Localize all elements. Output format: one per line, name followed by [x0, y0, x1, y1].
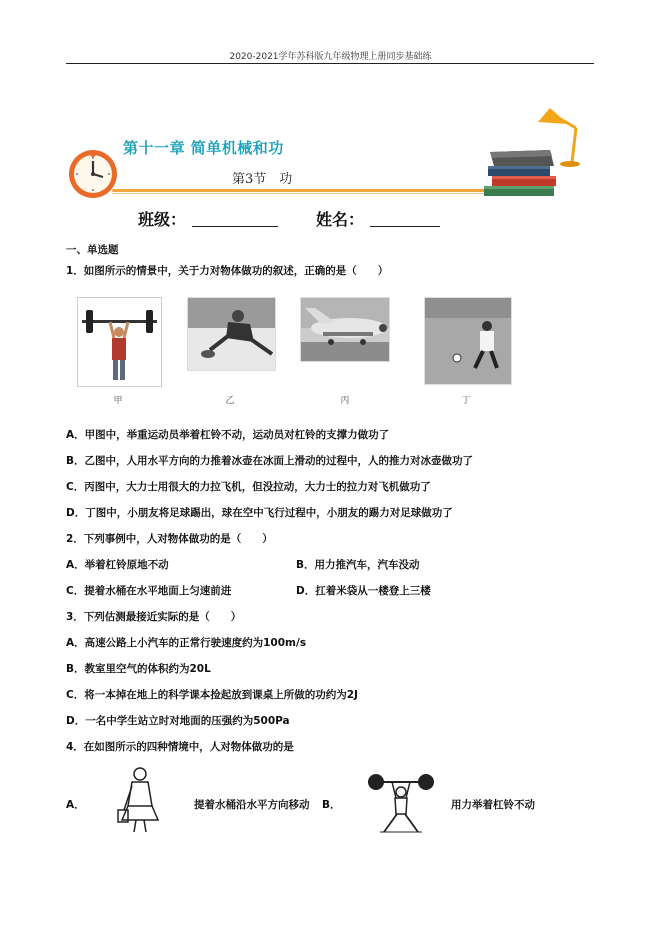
- q1-option-b: B．乙图中，人用水平方向的力推着冰壶在冰面上滑动的过程中，人的推力对冰壶做功了: [66, 455, 474, 467]
- football-icon: [425, 298, 511, 384]
- q1-option-a: A．甲图中，举重运动员举着杠铃不动，运动员对杠铃的支撑力做功了: [66, 429, 390, 441]
- q1-photo-football: [424, 297, 512, 385]
- q4-option-b-text: 用力举着杠铃不动: [451, 799, 535, 811]
- q3-option-a: A．高速公路上小汽车的正常行驶速度约为100m/s: [66, 637, 307, 649]
- q4-stem: 4．在如图所示的四种情境中，人对物体做功的是: [66, 741, 294, 753]
- q3-option-b: B．教室里空气的体积约为20L: [66, 663, 211, 675]
- man-holding-barbell-icon: [366, 768, 436, 838]
- q1-caption-bing: 丙: [340, 396, 350, 406]
- q1-caption-ding: 丁: [461, 396, 471, 406]
- q1-photo-curling: [187, 297, 276, 371]
- q2-option-a: A．举着杠铃原地不动: [66, 559, 169, 571]
- airplane-icon: [301, 298, 389, 361]
- q4-option-a-text: 提着水桶沿水平方向移动: [194, 799, 310, 811]
- weightlifter-icon: [78, 298, 161, 386]
- q3-stem: 3．下列估测最接近实际的是（ ）: [66, 611, 242, 623]
- q2-option-b: B．用力推汽车，汽车没动: [296, 559, 420, 571]
- q1-option-c: C．丙图中，大力士用很大的力拉飞机，但没拉动，大力士的拉力对飞机做功了: [66, 481, 431, 493]
- curling-icon: [188, 298, 275, 370]
- clock-icon: [66, 146, 120, 200]
- q1-photo-weightlifter: [77, 297, 162, 387]
- q4-option-a-letter: A．: [66, 799, 85, 811]
- woman-carrying-bucket-icon: [116, 766, 164, 834]
- section-heading: 一、单选题: [66, 244, 119, 256]
- header-divider: [66, 63, 594, 64]
- q4-option-b-letter: B．: [322, 799, 341, 811]
- q1-caption-jia: 甲: [113, 396, 123, 406]
- banner-divider: [112, 189, 490, 192]
- class-blank: [192, 226, 278, 227]
- q1-option-d: D．丁图中，小朋友将足球踢出，球在空中飞行过程中，小朋友的踢力对足球做功了: [66, 507, 453, 519]
- page-header: 2020-2021学年苏科版九年级物理上册同步基础练: [229, 52, 432, 62]
- q2-option-d: D．扛着米袋从一楼登上三楼: [296, 585, 431, 597]
- chapter-title: 第十一章 简单机械和功: [123, 139, 284, 157]
- banner-divider-shadow: [112, 193, 490, 194]
- class-label: 班级：: [138, 210, 187, 229]
- q1-stem: 1．如图所示的情景中，关于力对物体做功的叙述，正确的是（ ）: [66, 265, 389, 277]
- q1-caption-yi: 乙: [225, 396, 235, 406]
- q2-option-c: C．提着水桶在水平地面上匀速前进: [66, 585, 232, 597]
- books-lamp-icon: [480, 104, 600, 204]
- q3-option-c: C．将一本掉在地上的科学课本捡起放到课桌上所做的功约为2J: [66, 689, 358, 701]
- name-blank: [370, 226, 440, 227]
- q2-stem: 2．下列事例中，人对物体做功的是（ ）: [66, 533, 273, 545]
- section-title: 第3节 功: [232, 172, 293, 187]
- q3-option-d: D．一名中学生站立时对地面的压强约为500Pa: [66, 715, 290, 727]
- name-label: 姓名：: [316, 210, 365, 229]
- q1-photo-airplane: [300, 297, 390, 362]
